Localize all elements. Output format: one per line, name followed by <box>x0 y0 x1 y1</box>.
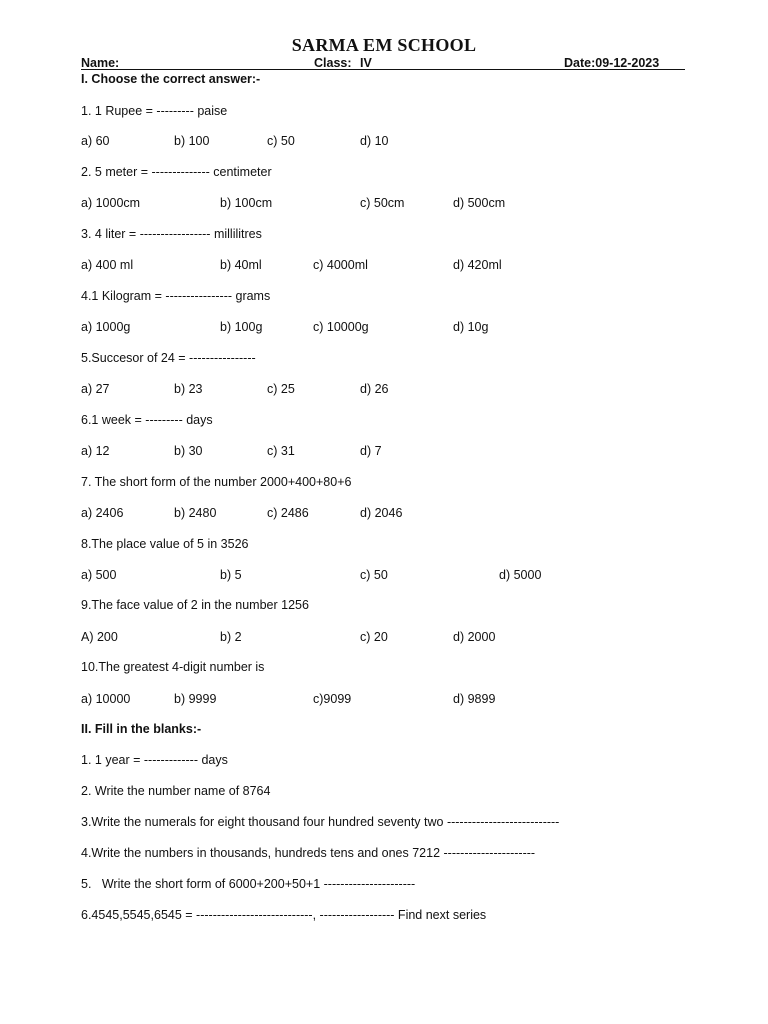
q1-option-b: b) 100 <box>174 134 210 148</box>
question-5: 5.Succesor of 24 = ---------------- <box>81 351 256 365</box>
section2-title: II. Fill in the blanks:- <box>81 722 202 736</box>
q3-option-c: c) 4000ml <box>313 258 368 272</box>
question-9: 9.The face value of 2 in the number 1256 <box>81 598 309 612</box>
q10-option-d: d) 9899 <box>453 692 496 706</box>
q5-option-a: a) 27 <box>81 382 110 396</box>
q1-option-c: c) 50 <box>267 134 295 148</box>
q2-option-c: c) 50cm <box>360 196 405 210</box>
q2-option-d: d) 500cm <box>453 196 506 210</box>
q5-option-c: c) 25 <box>267 382 295 396</box>
q7-option-b: b) 2480 <box>174 506 217 520</box>
q1-option-a: a) 60 <box>81 134 110 148</box>
q3-option-b: b) 40ml <box>220 258 262 272</box>
q4-option-c: c) 10000g <box>313 320 369 334</box>
q8-option-c: c) 50 <box>360 568 388 582</box>
blank-4: 4.Write the numbers in thousands, hundreds tens and ones 7212 ---------------------- <box>81 846 536 860</box>
q9-option-a: A) 200 <box>81 630 118 644</box>
blank-2: 2. Write the number name of 8764 <box>81 784 271 798</box>
q7-option-a: a) 2406 <box>81 506 124 520</box>
class-value: IV <box>360 56 372 70</box>
q10-option-c: c)9099 <box>313 692 352 706</box>
blank-5: 5. Write the short form of 6000+200+50+1 ---------------------- <box>81 877 416 891</box>
q10-option-b: b) 9999 <box>174 692 217 706</box>
q9-option-d: d) 2000 <box>453 630 496 644</box>
q8-option-b: b) 5 <box>220 568 242 582</box>
question-3: 3. 4 liter = ----------------- millilitres <box>81 227 262 241</box>
question-8: 8.The place value of 5 in 3526 <box>81 537 249 551</box>
q10-option-a: a) 10000 <box>81 692 131 706</box>
section1-title: I. Choose the correct answer:- <box>81 72 261 86</box>
q2-option-b: b) 100cm <box>220 196 273 210</box>
question-6: 6.1 week = --------- days <box>81 413 213 427</box>
q7-option-d: d) 2046 <box>360 506 403 520</box>
q6-option-d: d) 7 <box>360 444 382 458</box>
q2-option-a: a) 1000cm <box>81 196 141 210</box>
q5-option-b: b) 23 <box>174 382 203 396</box>
header-underline <box>81 69 685 70</box>
blank-1: 1. 1 year = ------------- days <box>81 753 228 767</box>
question-1: 1. 1 Rupee = --------- paise <box>81 104 228 118</box>
q3-option-d: d) 420ml <box>453 258 502 272</box>
name-label: Name: <box>81 56 120 70</box>
q6-option-c: c) 31 <box>267 444 295 458</box>
q3-option-a: a) 400 ml <box>81 258 134 272</box>
q8-option-a: a) 500 <box>81 568 117 582</box>
question-10: 10.The greatest 4-digit number is <box>81 660 265 674</box>
q9-option-c: c) 20 <box>360 630 388 644</box>
q4-option-d: d) 10g <box>453 320 489 334</box>
q8-option-d: d) 5000 <box>499 568 542 582</box>
question-7: 7. The short form of the number 2000+400+80+6 <box>81 475 352 489</box>
blank-3: 3.Write the numerals for eight thousand four hundred seventy two --------------------------- <box>81 815 560 829</box>
blank-6: 6.4545,5545,6545 = ----------------------------, ------------------ Find next series <box>81 908 487 922</box>
q7-option-c: c) 2486 <box>267 506 309 520</box>
date-label: Date:09-12-2023 <box>564 56 660 70</box>
school-title: SARMA EM SCHOOL <box>291 35 477 55</box>
question-2: 2. 5 meter = -------------- centimeter <box>81 165 272 179</box>
q6-option-a: a) 12 <box>81 444 110 458</box>
q4-option-a: a) 1000g <box>81 320 131 334</box>
class-label: Class: <box>314 56 352 70</box>
q9-option-b: b) 2 <box>220 630 242 644</box>
q5-option-d: d) 26 <box>360 382 389 396</box>
q6-option-b: b) 30 <box>174 444 203 458</box>
q4-option-b: b) 100g <box>220 320 263 334</box>
question-4: 4.1 Kilogram = ---------------- grams <box>81 289 271 303</box>
q1-option-d: d) 10 <box>360 134 389 148</box>
